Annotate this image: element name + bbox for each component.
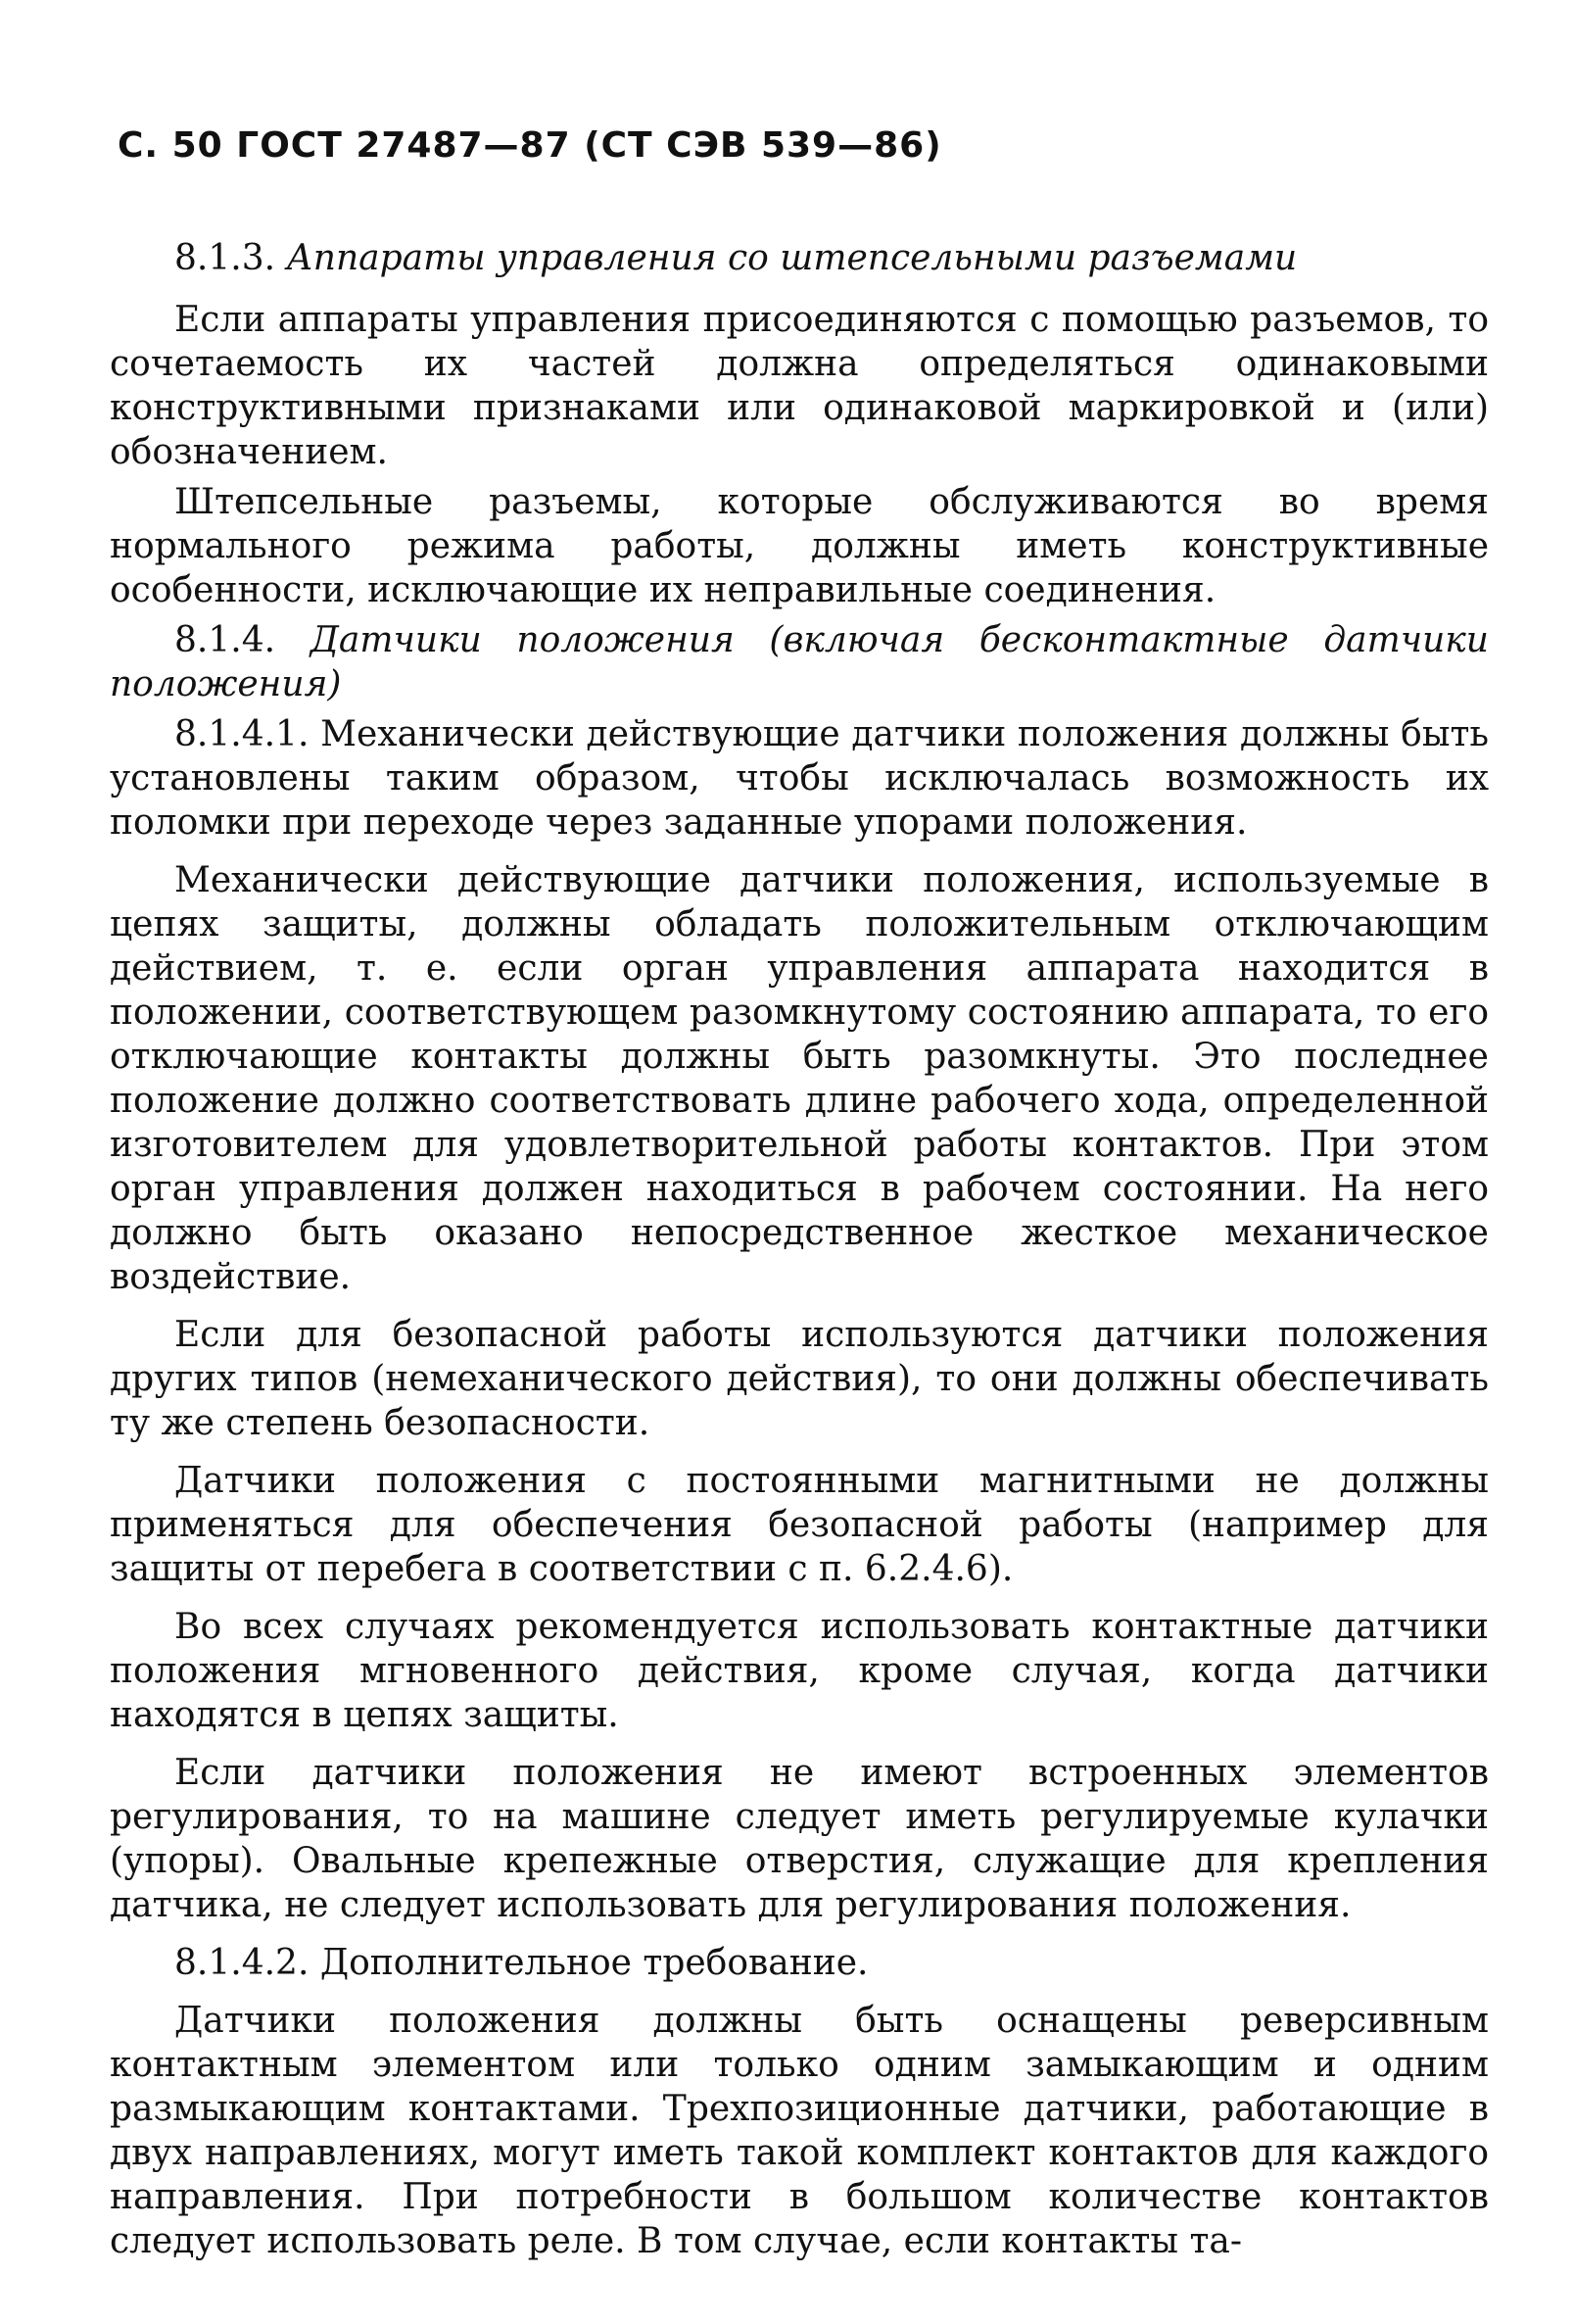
section-8-1-3-heading [110, 236, 1489, 280]
section-number: 8.1.4.1. [174, 714, 310, 754]
paragraph-8-1-4-2 [110, 1941, 1489, 1985]
section-number: 8.1.4.2. [174, 1943, 310, 1983]
paragraph-contacts: Датчики положения должны быть оснащены реверсивным контактным элементом или только одним замыкающим и одним размыкающим контактами. Трехпозиционные датчики, работающие в двух направлениях, могут иметь такой комплект контактов для каждого направления. При потребности в большом количестве контактов следует использовать реле. В том случае, если контакты та- [110, 2001, 1489, 2261]
paragraph-text: Механически действующие датчики положения должны быть установлены таким образом, чтобы исключалась возможность их поломки при переходе через заданные упорами положения. [110, 714, 1489, 843]
paragraph-text: Дополнительное требование. [319, 1943, 869, 1983]
paragraph-adjustment: Если датчики положения не имеют встроенных элементов регулирования, то на машине следует иметь регулируемые кулачки (упоры). Овальные крепежные отверстия, служащие для крепления датчика, не следует использовать для регулирования положения. [110, 1753, 1489, 1925]
paragraph-plug-connectors: Штепсельные разъемы, которые обслуживаются во время нормального режима работы, должны иметь конструктивные особенности, исключающие их неправильные соединения. [110, 482, 1489, 610]
paragraph-other-types: Если для безопасной работы используются датчики положения других типов (немеханического действия), то они должны обеспечивать ту же степень безопасности. [110, 1315, 1489, 1443]
section-number: 8.1.3. [174, 238, 276, 278]
section-8-1-4-heading [110, 618, 1489, 706]
paragraph-snap-action: Во всех случаях рекомендуется использовать контактные датчики положения мгновенного действия, кроме случая, когда датчики находятся в цепях защиты. [110, 1607, 1489, 1735]
paragraph-connectors: Если аппараты управления присоединяются с помощью разъемов, то сочетаемость их частей должна определяться одинаковыми конструктивными признаками или одинаковой маркировкой и (или) обозначением. [110, 300, 1489, 472]
section-number: 8.1.4. [174, 620, 276, 660]
paragraph-positive-action: Механически действующие датчики положения, используемые в цепях защиты, должны обладать положительным отключающим действием, т. е. если орган управления аппарата находится в положении, соответствующем разомкнутому состоянию аппарата, то его отключающие контакты должны быть разомкнуты. Это последнее положение должно соответствовать длине рабочего хода, определенной изготовителем для удовлетворительной работы контактов. При этом орган управления должен находиться в рабочем состоянии. На него должно быть оказано непосредственное жесткое механическое воздействие. [110, 860, 1489, 1297]
document-page [110, 98, 1489, 2277]
page-header: С. 50 ГОСТ 27487—87 (СТ СЭВ 539—86) [118, 125, 942, 166]
paragraph-8-1-4-1 [110, 712, 1489, 845]
section-title: Датчики положения (включая бесконтактные датчики положения) [110, 620, 1489, 704]
section-title: Аппараты управления со штепсельными разъемами [286, 238, 1298, 278]
paragraph-magnets: Датчики положения с постоянными магнитными не должны применяться для обеспечения безопасной работы (например для защиты от перебега в соответствии с п. 6.2.4.6). [110, 1461, 1489, 1589]
